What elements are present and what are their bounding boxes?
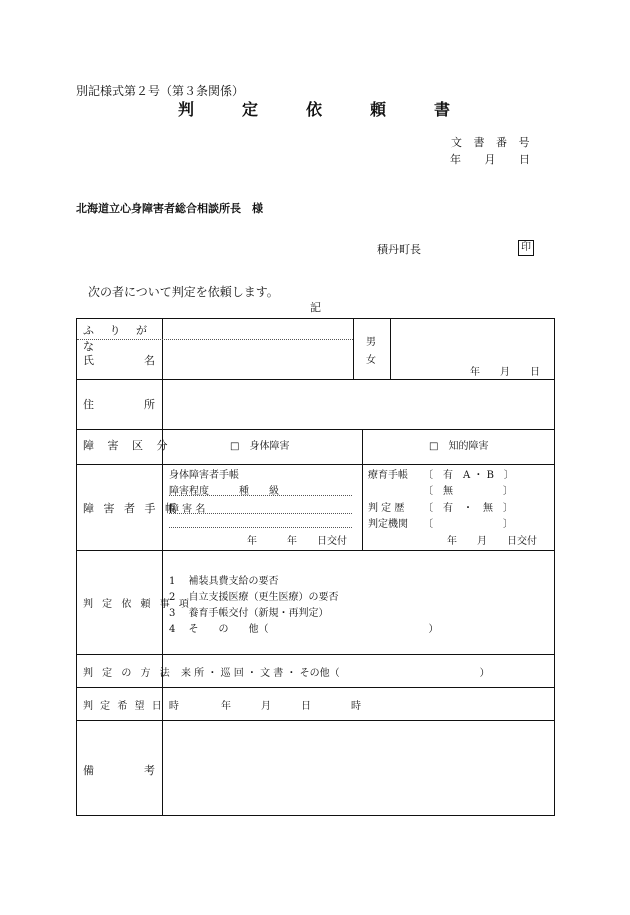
title-char: 書 (433, 100, 450, 119)
ki-mark: 記 (310, 301, 321, 314)
request-form-table (76, 318, 555, 816)
physical-handbook-degree: 障害程度 種 級 (169, 486, 279, 497)
judgment-history-value: 〔 有 ・ 無 〕 (423, 503, 513, 514)
judgment-history-label: 判 定 歴 (368, 503, 405, 514)
address-label: 住 所 (83, 398, 155, 411)
form-label: 別記様式第２号（第３条関係） (76, 84, 245, 98)
birth-date: 年 月 日 (470, 367, 540, 378)
desired-date-label: 判 定 希 望 日 時 (83, 701, 181, 712)
judgment-agency-label: 判定機関 (368, 519, 408, 530)
sender: 積丹町長 (377, 243, 421, 256)
seal-mark: 印 (518, 240, 534, 256)
physical-handbook-title: 身体障害者手帳 (169, 470, 239, 481)
gender-female: 女 (366, 355, 376, 366)
furigana-label: ふ り が な (83, 324, 153, 353)
method-label: 判 定 の 方 法 (83, 668, 173, 679)
request-item: 3 養育手帳交付（新規・再判定） (169, 608, 329, 619)
desired-date-value: 年 月 日 時 (221, 701, 361, 712)
rehab-handbook-label: 療育手帳 (368, 470, 408, 481)
name-label: 氏 名 (83, 354, 155, 367)
disability-type-label: 障 害 区 分 (83, 439, 173, 452)
addressee: 北海道立心身障害者総合相談所長 様 (76, 202, 263, 215)
method-value: 来 所 ・ 巡 回 ・ 文 書 ・ その他（ ） (181, 668, 490, 679)
date-year: 年 (450, 153, 461, 166)
title-char: 判 (178, 100, 195, 119)
gender-male: 男 (366, 337, 376, 348)
title-char: 依 (305, 100, 322, 119)
rehab-handbook-issued: 年 月 日交付 (447, 536, 537, 547)
remarks-label: 備 考 (83, 764, 155, 777)
date-month: 月 (484, 153, 496, 166)
title-char: 定 (241, 100, 258, 119)
title-char: 頼 (369, 100, 386, 119)
physical-handbook-issued: 年 年 日交付 (247, 536, 347, 547)
request-text: 次の者について判定を依頼します。 (88, 285, 279, 299)
date-day: 日 (519, 153, 530, 166)
handbook-label: 障 害 者 手 帳 (83, 502, 179, 515)
request-item: 4 そ の 他（ ） (169, 624, 439, 635)
document-title (178, 97, 450, 120)
rehab-handbook-none: 〔 無 〕 (423, 486, 513, 497)
header-date (450, 151, 530, 167)
judgment-agency-value: 〔 〕 (423, 519, 513, 530)
request-item: 1 補装具費支給の要否 (169, 576, 279, 587)
rehab-handbook-value: 〔 有 A ・ B 〕 (423, 470, 514, 481)
disability-intellectual-checkbox[interactable]: □ 知的障害 (429, 441, 489, 452)
physical-handbook-name: 障 害 名 (169, 504, 206, 515)
request-items-label: 判 定 依 頼 事 項 (83, 599, 192, 610)
doc-number-label: 文 書 番 号 (451, 136, 534, 149)
request-item: 2 自立支援医療（更生医療）の要否 (169, 592, 339, 603)
disability-physical-checkbox[interactable]: □ 身体障害 (230, 441, 290, 452)
